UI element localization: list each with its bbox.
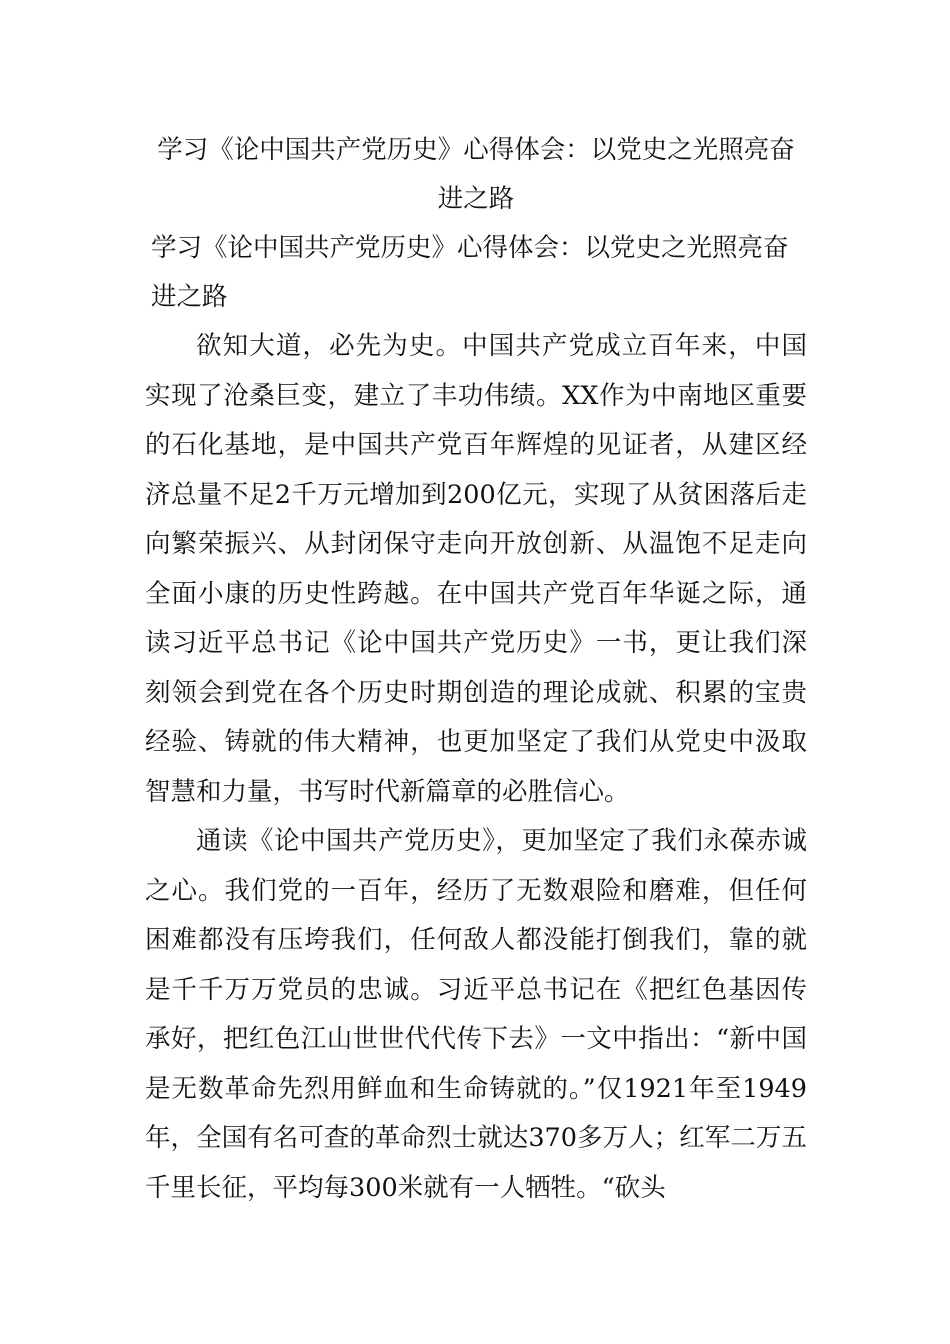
document-body [145,126,807,1213]
paragraph-1: 欲知大道，必先为史。中国共产党成立百年来，中国实现了沧桑巨变，建立了丰功伟绩。XX作为中南地区重要的石化基地，是中国共产党百年辉煌的见证者，从建区经济总量不足2千万元增加到200亿元，实现了从贫困落后走向繁荣振兴、从封闭保守走向开放创新、从温饱不足走向全面小康的历史性跨越。在中国共产党百年华诞之际，通读习近平总书记《论中国共产党历史》一书，更让我们深刻领会到党在各个历史时期创造的理论成就、积累的宝贵经验、铸就的伟大精神，也更加坚定了我们从党史中汲取智慧和力量，书写时代新篇章的必胜信心。 [145,331,807,807]
document-subtitle: 学习《论中国共产党历史》心得体会：以党史之光照亮奋进之路 [151,233,789,312]
document-title: 学习《论中国共产党历史》心得体会：以党史之光照亮奋进之路 [157,135,795,214]
paragraph-2: 通读《论中国共产党历史》，更加坚定了我们永葆赤诚之心。我们党的一百年，经历了无数艰险和磨难，但任何困难都没有压垮我们，任何敌人都没能打倒我们，靠的就是千千万万党员的忠诚。习近平总书记在《把红色基因传承好，把红色江山世世代代传下去》一文中指出：“新中国是无数革命先烈用鲜血和生命铸就的。”仅1921年至1949年，全国有名可查的革命烈士就达370多万人；红军二万五千里长征，平均每300米就有一人牺牲。“砍头 [145,826,807,1203]
